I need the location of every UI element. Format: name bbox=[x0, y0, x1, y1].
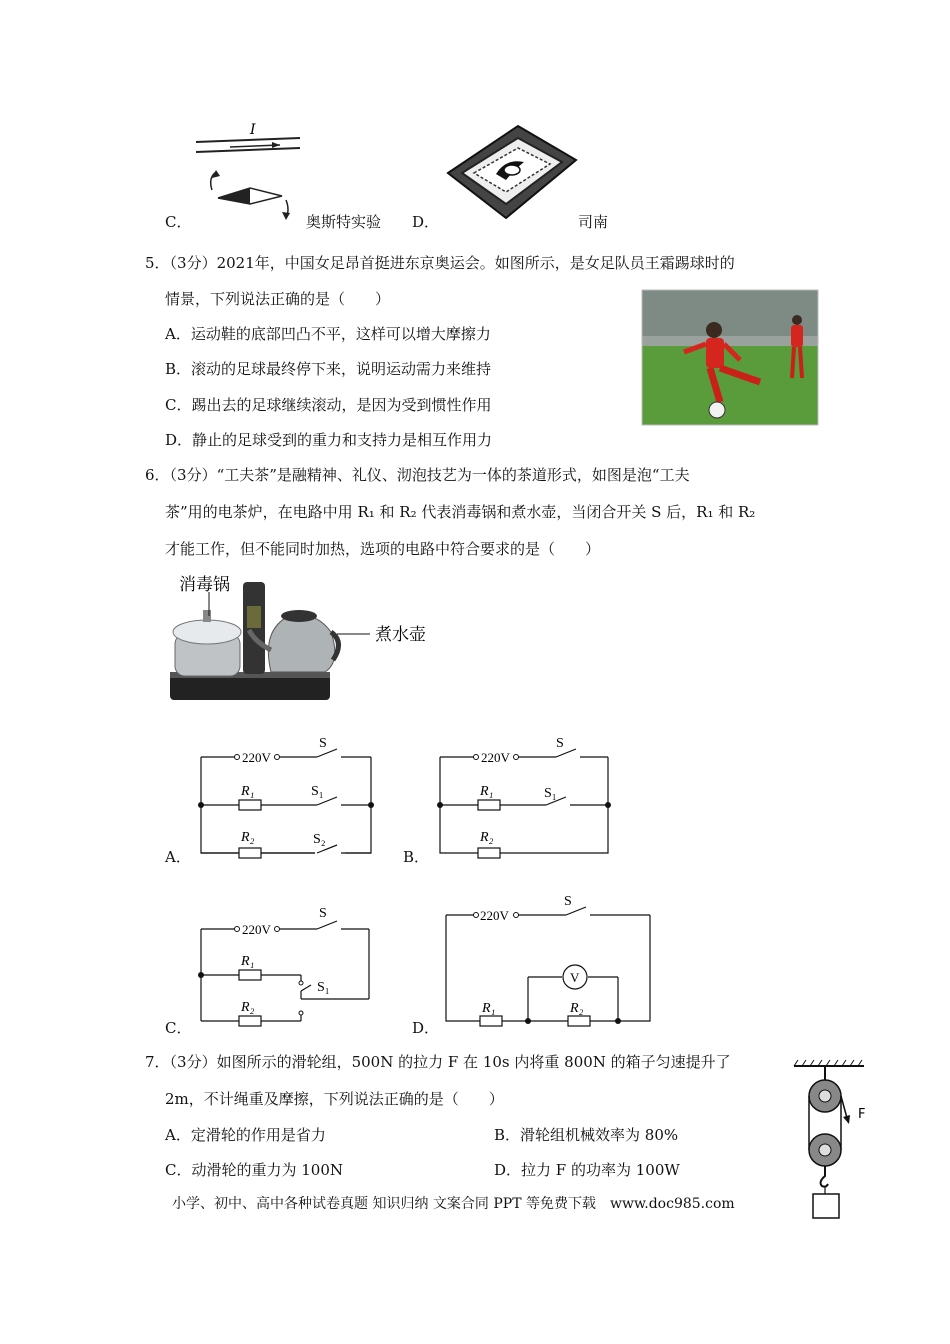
circuit-d bbox=[440, 895, 660, 1030]
q6-option-d-label: D． bbox=[412, 1019, 440, 1037]
q5-stem-line2: 情景，下列说法正确的是（ ） bbox=[165, 290, 391, 308]
q5-option-d: D．静止的足球受到的重力和支持力是相互作用力 bbox=[165, 431, 493, 449]
pot-label: 消毒锅 bbox=[179, 575, 230, 595]
svg-text:220V: 220V bbox=[242, 922, 271, 937]
q6-option-a-label: A． bbox=[165, 848, 191, 866]
svg-text:S₁: S₁ bbox=[311, 784, 324, 799]
svg-text:S₁: S₁ bbox=[317, 980, 330, 995]
svg-text:S: S bbox=[564, 894, 572, 909]
kettle-label: 煮水壶 bbox=[375, 625, 426, 645]
tea-stove-photo bbox=[165, 572, 445, 707]
svg-text:R₂: R₂ bbox=[570, 1001, 584, 1016]
force-label: F bbox=[858, 1107, 866, 1122]
q6-option-c-label: C． bbox=[165, 1019, 192, 1037]
option-d-caption: 司南 bbox=[578, 213, 609, 231]
q7-option-b: B．滑轮组机械效率为 80% bbox=[494, 1126, 679, 1144]
q7-stem-line2: 2m，不计绳重及摩擦，下列说法正确的是（ ） bbox=[165, 1090, 504, 1108]
page-footer: 小学、初中、高中各种试卷真题 知识归纳 文案合同 PPT 等免费下载 www.doc985.com bbox=[172, 1196, 735, 1212]
svg-text:V: V bbox=[570, 970, 580, 985]
oersted-experiment-figure bbox=[190, 120, 310, 220]
svg-text:R₂: R₂ bbox=[480, 830, 494, 845]
q6-option-b-label: B． bbox=[403, 848, 430, 866]
q7-option-a: A．定滑轮的作用是省力 bbox=[165, 1126, 326, 1144]
svg-text:R₁: R₁ bbox=[480, 784, 494, 799]
svg-text:S: S bbox=[556, 736, 564, 751]
q7-option-d: D．拉力 F 的功率为 100W bbox=[494, 1161, 680, 1179]
current-label: I bbox=[250, 122, 256, 138]
svg-text:S₁: S₁ bbox=[544, 786, 557, 801]
svg-text:R₂: R₂ bbox=[241, 1000, 255, 1015]
q5-stem-line1: 5．（3分）2021年，中国女足昂首挺进东京奥运会。如图所示，是女足队员王霜踢球时的 bbox=[145, 254, 735, 272]
svg-text:R₁: R₁ bbox=[241, 954, 255, 969]
option-c-label: C． bbox=[165, 213, 192, 231]
q7-stem-line1: 7．（3分）如图所示的滑轮组，500N 的拉力 F 在 10s 内将重 800N 的箱子匀速提升了 bbox=[145, 1053, 731, 1071]
option-c-caption: 奥斯特实验 bbox=[306, 213, 382, 231]
svg-text:R₂: R₂ bbox=[241, 830, 255, 845]
sinan-compass-figure bbox=[440, 118, 580, 223]
svg-text:S₂: S₂ bbox=[313, 832, 326, 847]
q5-option-b: B．滚动的足球最终停下来，说明运动需力来维持 bbox=[165, 360, 492, 378]
q5-option-c: C．踢出去的足球继续滚动，是因为受到惯性作用 bbox=[165, 396, 492, 414]
svg-text:S: S bbox=[319, 736, 327, 751]
svg-text:R₁: R₁ bbox=[482, 1001, 496, 1016]
circuit-b bbox=[434, 735, 624, 860]
svg-text:220V: 220V bbox=[242, 750, 271, 765]
svg-text:R₁: R₁ bbox=[241, 784, 255, 799]
q5-option-a: A．运动鞋的底部凹凸不平，这样可以增大摩擦力 bbox=[165, 325, 491, 343]
pulley-system-figure bbox=[792, 1060, 882, 1225]
option-d-label: D． bbox=[412, 213, 440, 231]
svg-text:220V: 220V bbox=[480, 908, 509, 923]
circuit-c bbox=[195, 903, 385, 1028]
q7-option-c: C．动滑轮的重力为 100N bbox=[165, 1161, 344, 1179]
svg-text:220V: 220V bbox=[481, 750, 510, 765]
q6-stem-line2: 茶”用的电茶炉，在电路中用 R₁ 和 R₂ 代表消毒锅和煮水壶，当闭合开关 S 后，R₁ 和 R₂ bbox=[165, 503, 756, 521]
q6-stem-line1: 6．（3分）“工夫茶”是融精神、礼仪、沏泡技艺为一体的茶道形式，如图是泡“工夫 bbox=[145, 466, 690, 484]
soccer-player-photo bbox=[642, 290, 818, 425]
q6-stem-line3: 才能工作，但不能同时加热，选项的电路中符合要求的是（ ） bbox=[165, 540, 601, 558]
svg-text:S: S bbox=[319, 906, 327, 921]
circuit-a bbox=[195, 735, 385, 860]
